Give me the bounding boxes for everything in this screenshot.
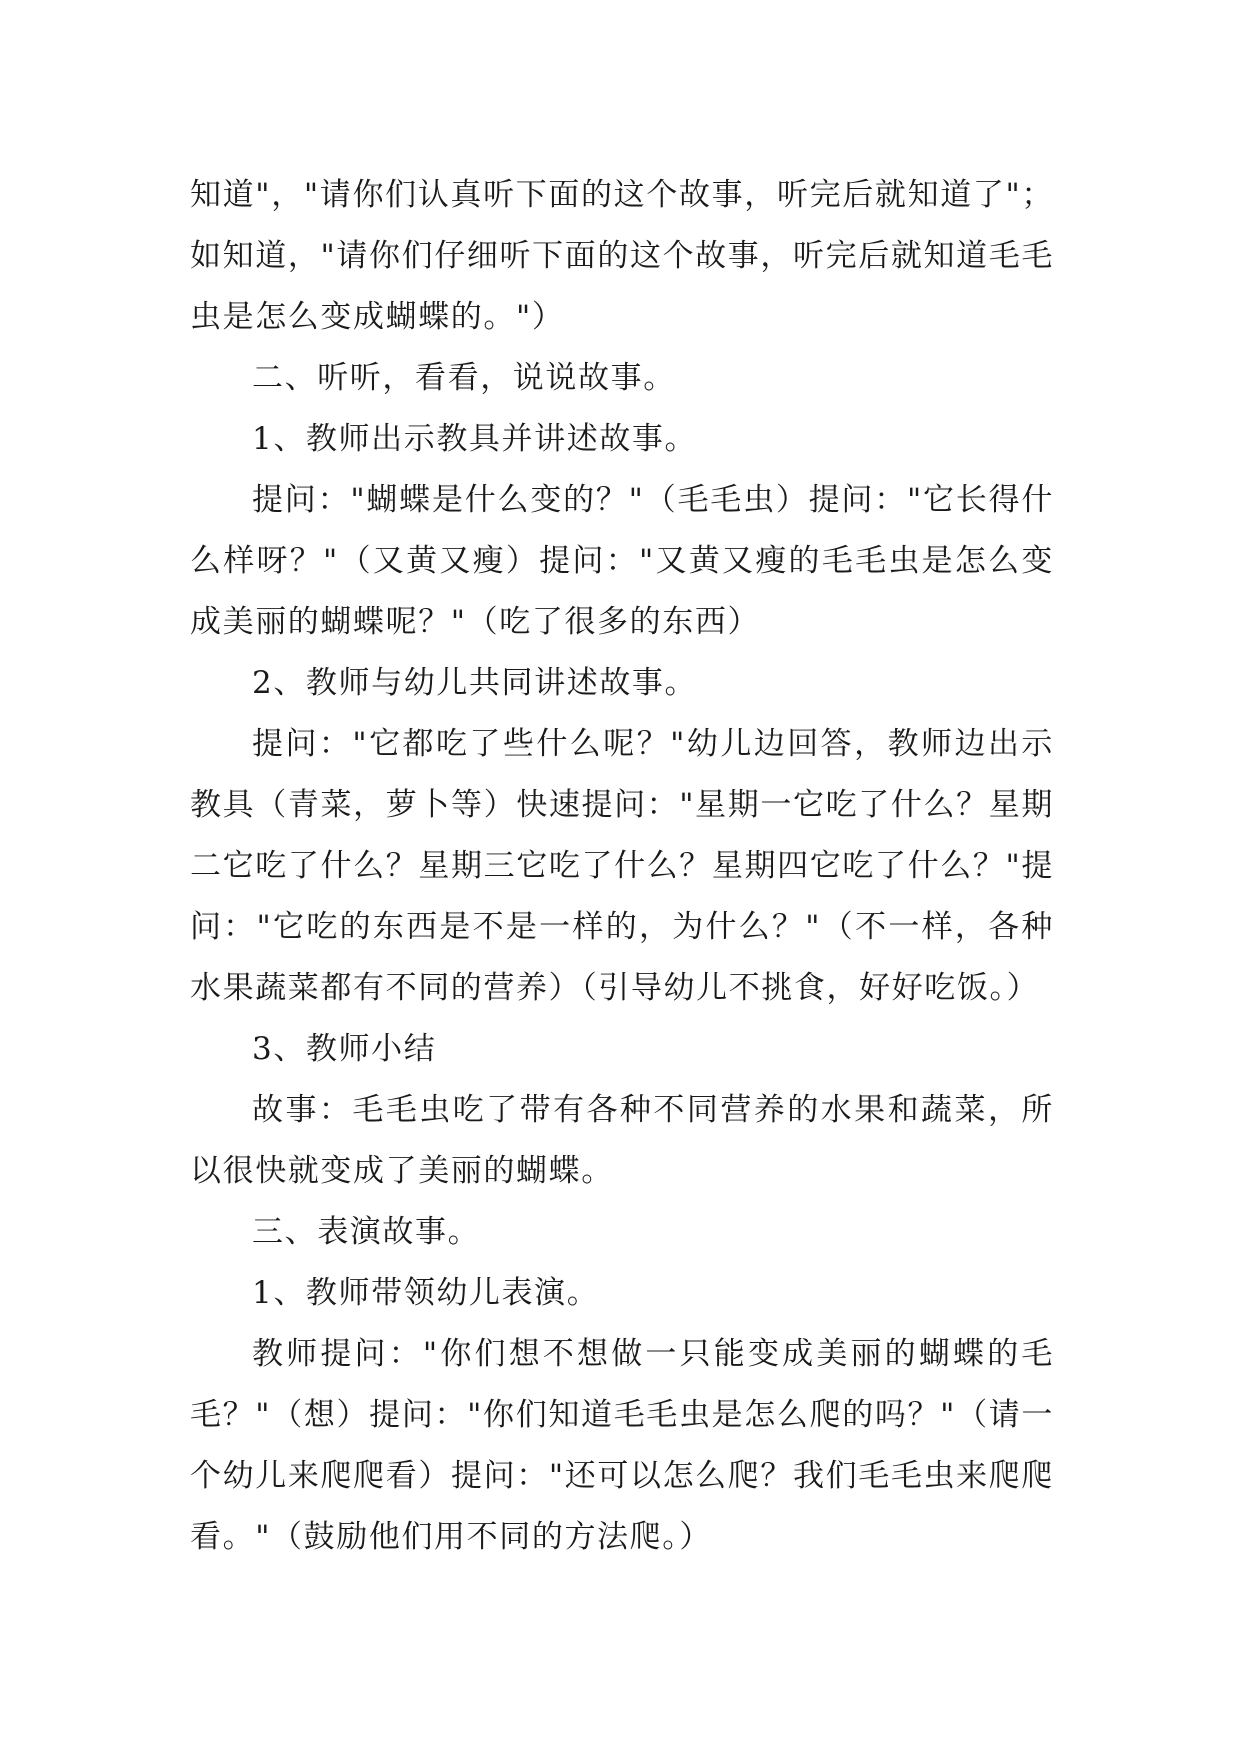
paragraph-story-summary: 故事：毛毛虫吃了带有各种不同营养的水果和蔬菜，所以很快就变成了美丽的蝴蝶。 bbox=[190, 1092, 1054, 1189]
paragraph-section-two-heading: 二、听听，看看，说说故事。 bbox=[252, 360, 676, 396]
paragraph-questions-1: 提问："蝴蝶是什么变的？"（毛毛虫）提问："它长得什么样呀？"（又黄又瘦）提问："又黄又瘦的毛毛虫是怎么变成美丽的蝴蝶呢？"（吃了很多的东西） bbox=[190, 482, 1054, 640]
paragraph-intro-continuation: 知道"，"请你们认真听下面的这个故事，听完后就知道了"；如知道，"请你们仔细听下面的这个故事，听完后就知道毛毛虫是怎么变成蝴蝶的。"） bbox=[190, 177, 1054, 335]
paragraph-step-2: 2、教师与幼儿共同讲述故事。 bbox=[252, 665, 698, 701]
paragraph-step-3-1: 1、教师带领幼儿表演。 bbox=[252, 1275, 600, 1311]
paragraph-step-1: 1、教师出示教具并讲述故事。 bbox=[252, 421, 698, 457]
paragraph-questions-3: 教师提问："你们想不想做一只能变成美丽的蝴蝶的毛毛？"（想）提问："你们知道毛毛虫是怎么爬的吗？"（请一个幼儿来爬爬看）提问："还可以怎么爬？我们毛毛虫来爬爬看。"（鼓励他们用不同的方法爬。） bbox=[190, 1336, 1054, 1555]
paragraph-section-three-heading: 三、表演故事。 bbox=[252, 1214, 481, 1250]
paragraph-step-3: 3、教师小结 bbox=[252, 1031, 437, 1067]
document-body bbox=[190, 165, 1054, 1568]
paragraph-questions-2: 提问："它都吃了些什么呢？"幼儿边回答，教师边出示教具（青菜，萝卜等）快速提问："星期一它吃了什么？星期二它吃了什么？星期三它吃了什么？星期四它吃了什么？"提问："它吃的东西是不是一样的，为什么？"（不一样，各种水果蔬菜都有不同的营养）（引导幼儿不挑食，好好吃饭。） bbox=[190, 726, 1054, 1006]
